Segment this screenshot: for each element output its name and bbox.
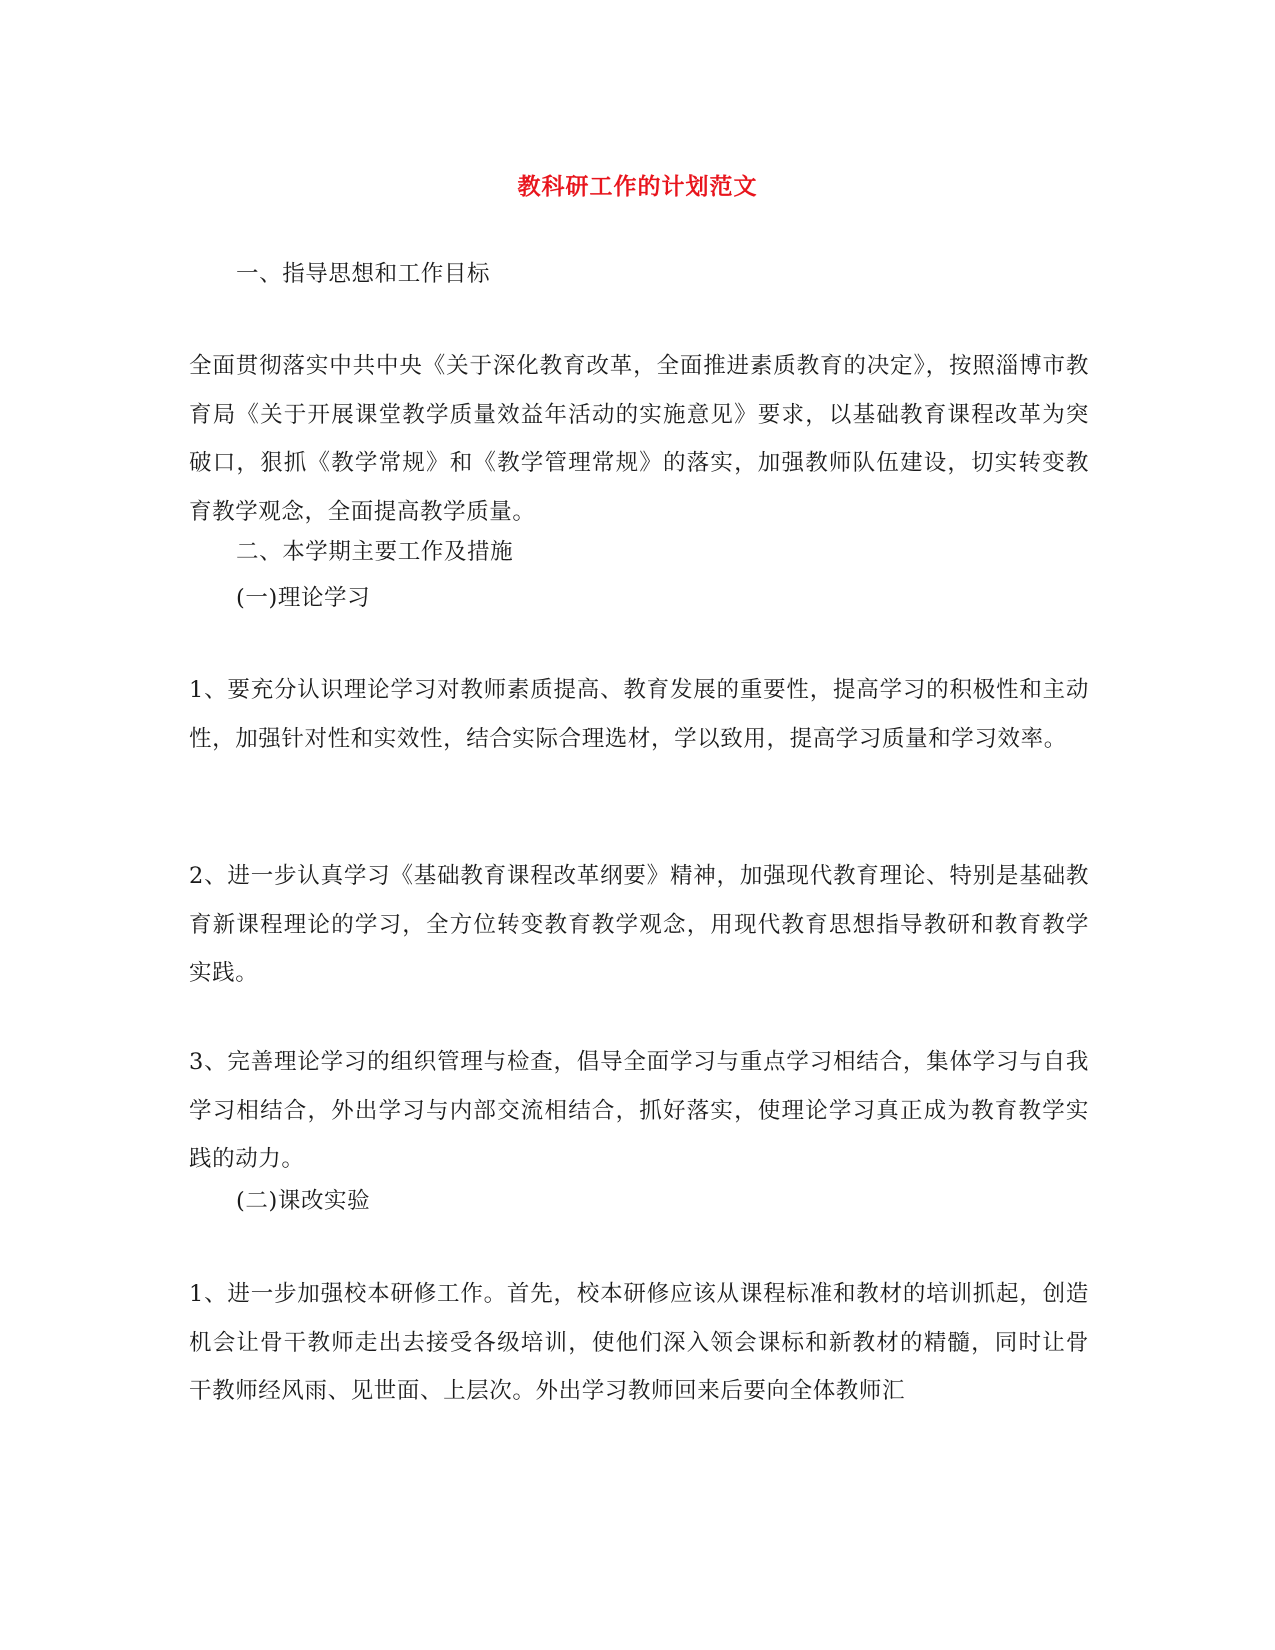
paragraph-theory-2: 2、进一步认真学习《基础教育课程改革纲要》精神，加强现代教育理论、特别是基础教育新课程理论的学习，全方位转变教育教学观念，用现代教育思想指导教研和教育教学实践。 <box>189 863 1089 987</box>
section-heading-1: 一、指导思想和工作目标 <box>236 261 491 287</box>
section-heading-2: 二、本学期主要工作及措施 <box>236 539 514 565</box>
paragraph-reform-1: 1、进一步加强校本研修工作。首先，校本研修应该从课程标准和教材的培训抓起，创造机会让骨干教师走出去接受各级培训，使他们深入领会课标和新教材的精髓，同时让骨干教师经风雨、见世面、上层次。外出学习教师回来后要向全体教师汇 <box>189 1281 1089 1405</box>
subsection-heading-theory: (一)理论学习 <box>236 585 371 611</box>
paragraph-theory-1: 1、要充分认识理论学习对教师素质提高、教育发展的重要性，提高学习的积极性和主动性，加强针对性和实效性，结合实际合理选材，学以致用，提高学习质量和学习效率。 <box>189 677 1089 752</box>
subsection-heading-reform: (二)课改实验 <box>236 1188 371 1214</box>
paragraph-guiding-thought: 全面贯彻落实中共中央《关于深化教育改革，全面推进素质教育的决定》，按照淄博市教育局《关于开展课堂教学质量效益年活动的实施意见》要求，以基础教育课程改革为突破口，狠抓《教学常规》和《教学管理常规》的落实，加强教师队伍建设，切实转变教育教学观念，全面提高教学质量。 <box>189 353 1089 525</box>
paragraph-theory-3: 3、完善理论学习的组织管理与检查，倡导全面学习与重点学习相结合，集体学习与自我学习相结合，外出学习与内部交流相结合，抓好落实，使理论学习真正成为教育教学实践的动力。 <box>189 1049 1089 1173</box>
document-title: 教科研工作的计划范文 <box>517 173 758 200</box>
